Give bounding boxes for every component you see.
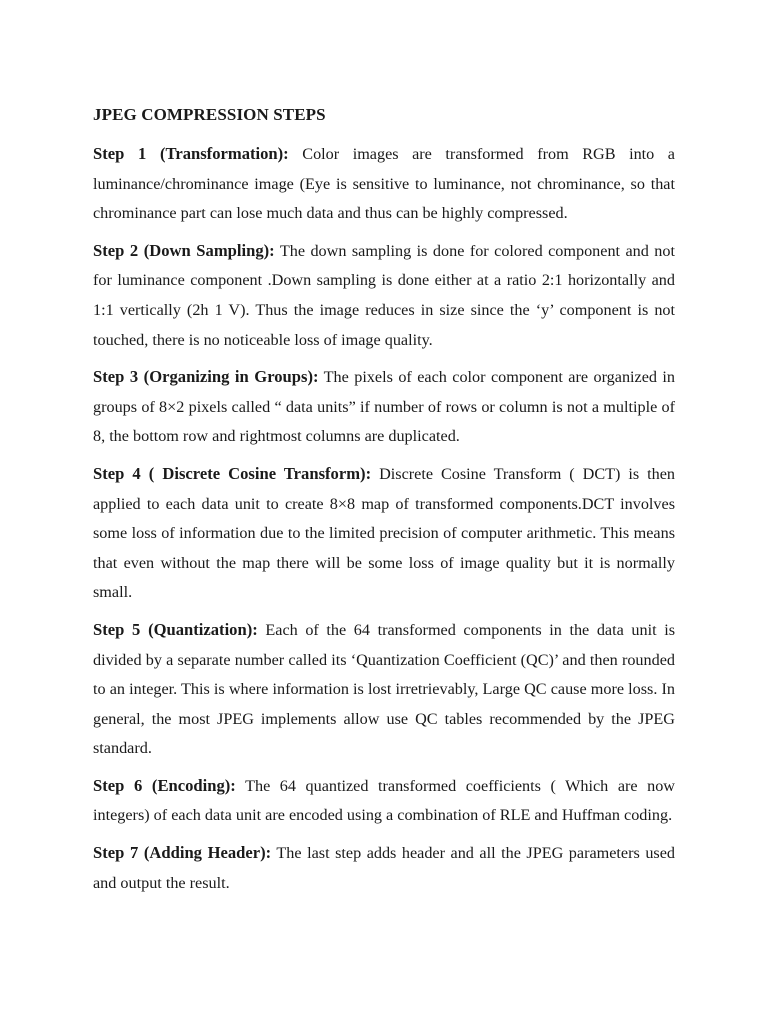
step-2-paragraph [93, 236, 675, 355]
step-6-paragraph [93, 771, 675, 831]
step-1-text: Color images are transformed from RGB into a luminance/chrominance image (Eye is sensitive to luminance, not chrominance, so that chrominance part can lose much data and thus can be highly compressed. [93, 145, 675, 223]
step-4-heading: Step 4 ( Discrete Cosine Transform): [93, 463, 372, 483]
step-5-paragraph [93, 615, 675, 764]
document-page [93, 103, 675, 905]
step-2-text: The down sampling is done for colored component and not for luminance component .Down sampling is done either at a ratio 2:1 horizontally and 1:1 vertically (2h 1 V). Thus the image reduces in size since the ‘y’ component is not touched, there is no noticeable loss of image quality. [93, 241, 675, 349]
step-5-text: Each of the 64 transformed components in the data unit is divided by a separate number called its ‘Quantization Coefficient (QC)’ and then rounded to an integer. This is where information is lost irretrievably, Large QC cause more loss. In general, the most JPEG implements allow use QC tables recommended by the JPEG standard. [93, 620, 675, 758]
step-3-text: The pixels of each color component are organized in groups of 8×2 pixels called “ data units” if number of rows or column is not a multiple of 8, the bottom row and rightmost columns are duplicated. [93, 368, 676, 446]
step-6-heading: Step 6 (Encoding): [93, 775, 236, 795]
document-title: JPEG COMPRESSION STEPS [93, 105, 326, 124]
step-1-paragraph [93, 139, 675, 229]
step-7-heading: Step 7 (Adding Header): [93, 843, 272, 863]
step-1-heading: Step 1 (Transformation): [93, 144, 289, 163]
step-3-heading: Step 3 (Organizing in Groups): [93, 367, 319, 387]
step-7-paragraph [93, 838, 675, 898]
step-7-text: The last step adds header and all the JPEG parameters used and output the result. [93, 844, 675, 892]
step-4-paragraph [93, 459, 675, 608]
step-4-text: Discrete Cosine Transform ( DCT) is then applied to each data unit to create 8×8 map of transformed components.DCT involves some loss of information due to the limited precision of computer arithmetic. This means that even without the map there will be some loss of image quality but it is normally small. [93, 464, 676, 602]
step-5-heading: Step 5 (Quantization): [93, 619, 258, 639]
step-6-text: The 64 quantized transformed coefficients ( Which are now integers) of each data unit are encoded using a combination of RLE and Huffman coding. [93, 776, 675, 825]
step-2-heading: Step 2 (Down Sampling): [93, 240, 275, 260]
step-3-paragraph [93, 362, 675, 452]
